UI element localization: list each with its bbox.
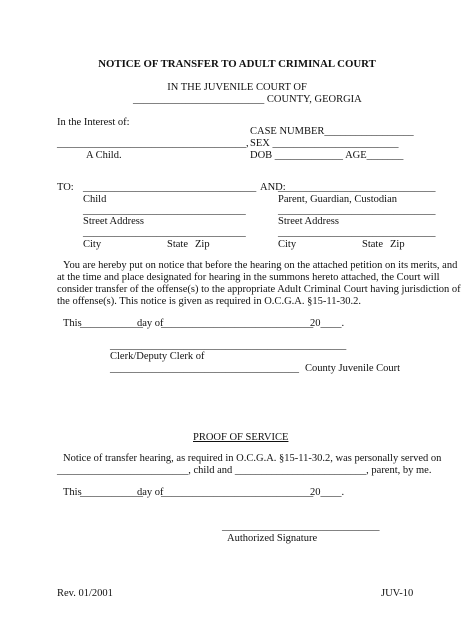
to-name-field[interactable]: _________________________________ [83,182,257,193]
and-label: AND: [260,182,286,193]
city-field-left[interactable]: _______________________________ [83,227,246,238]
court-line-1: IN THE JUVENILE COURT OF [167,82,307,93]
city-label-right: City [278,239,297,250]
day-field[interactable]: ____________ [80,318,143,329]
state-label-left: State [167,239,188,250]
street-field-right[interactable]: ______________________________ [278,205,436,216]
revision-label: Rev. 01/2001 [57,588,113,599]
proof-line-1: Notice of transfer hearing, as required in O.C.G.A. §15-11-30.2, was personally served on [63,453,442,464]
a-child-label: A Child. [86,150,122,161]
authorized-signature-line[interactable]: ______________________________ [222,521,380,532]
case-number-field[interactable]: CASE NUMBER_________________ [250,126,414,137]
street-label-right: Street Address [278,216,339,227]
county-court-label: County Juvenile Court [305,363,401,374]
day-field-2[interactable]: ____________ [80,487,143,498]
day-of-label: day of [137,318,164,329]
state-label-right: State [362,239,383,250]
this-label: This [63,318,82,329]
street-label-left: Street Address [83,216,144,227]
notice-line-4: the offense(s). This notice is given as required in O.C.G.A. §15-11-30.2. [57,296,361,307]
notice-line-3: consider transfer of the offense(s) to the appropriate Adult Criminal Court having jurisdiction of [57,284,461,295]
clerk-signature-line[interactable]: _____________________________________________ [110,340,347,351]
notice-line-2: at the time and place designated for hearing in the summons hereto attached, the Court will [57,272,440,283]
notice-line-1: You are hereby put on notice that before the hearing on the attached petition on its merits, and [63,260,458,271]
authorized-signature-label: Authorized Signature [227,533,318,544]
proof-line-2[interactable]: _________________________, child and _________________________, parent, by me. [57,465,432,476]
city-label-left: City [83,239,102,250]
form-title: NOTICE OF TRANSFER TO ADULT CRIMINAL COURT [98,58,376,70]
and-name-field[interactable]: ______________________________ [278,182,436,193]
year-field-2[interactable]: 20____. [310,487,345,498]
proof-heading: PROOF OF SERVICE [193,432,289,443]
zip-label-right: Zip [390,239,405,250]
city-field-right[interactable]: ______________________________ [278,227,436,238]
in-interest-label: In the Interest of: [57,117,130,128]
clerk-label: Clerk/Deputy Clerk of [110,351,205,362]
child-name-field[interactable]: ____________________________________, [57,138,249,149]
month-field-2[interactable]: _____________________________ [161,487,314,498]
sex-field[interactable]: SEX ________________________ [250,138,399,149]
child-label: Child [83,194,107,205]
to-label: TO: [57,182,74,193]
zip-label-left: Zip [195,239,210,250]
street-field-left[interactable]: _______________________________ [83,205,246,216]
month-field[interactable]: _____________________________ [161,318,314,329]
county-court-field[interactable]: ____________________________________ [110,363,299,374]
parent-label: Parent, Guardian, Custodian [278,194,397,205]
this-label-2: This [63,487,82,498]
day-of-label-2: day of [137,487,164,498]
dob-age-field[interactable]: DOB _____________ AGE_______ [250,150,404,161]
county-field[interactable]: _________________________ COUNTY, GEORGIA [133,94,362,105]
form-number: JUV-10 [381,588,414,599]
year-field[interactable]: 20____. [310,318,345,329]
